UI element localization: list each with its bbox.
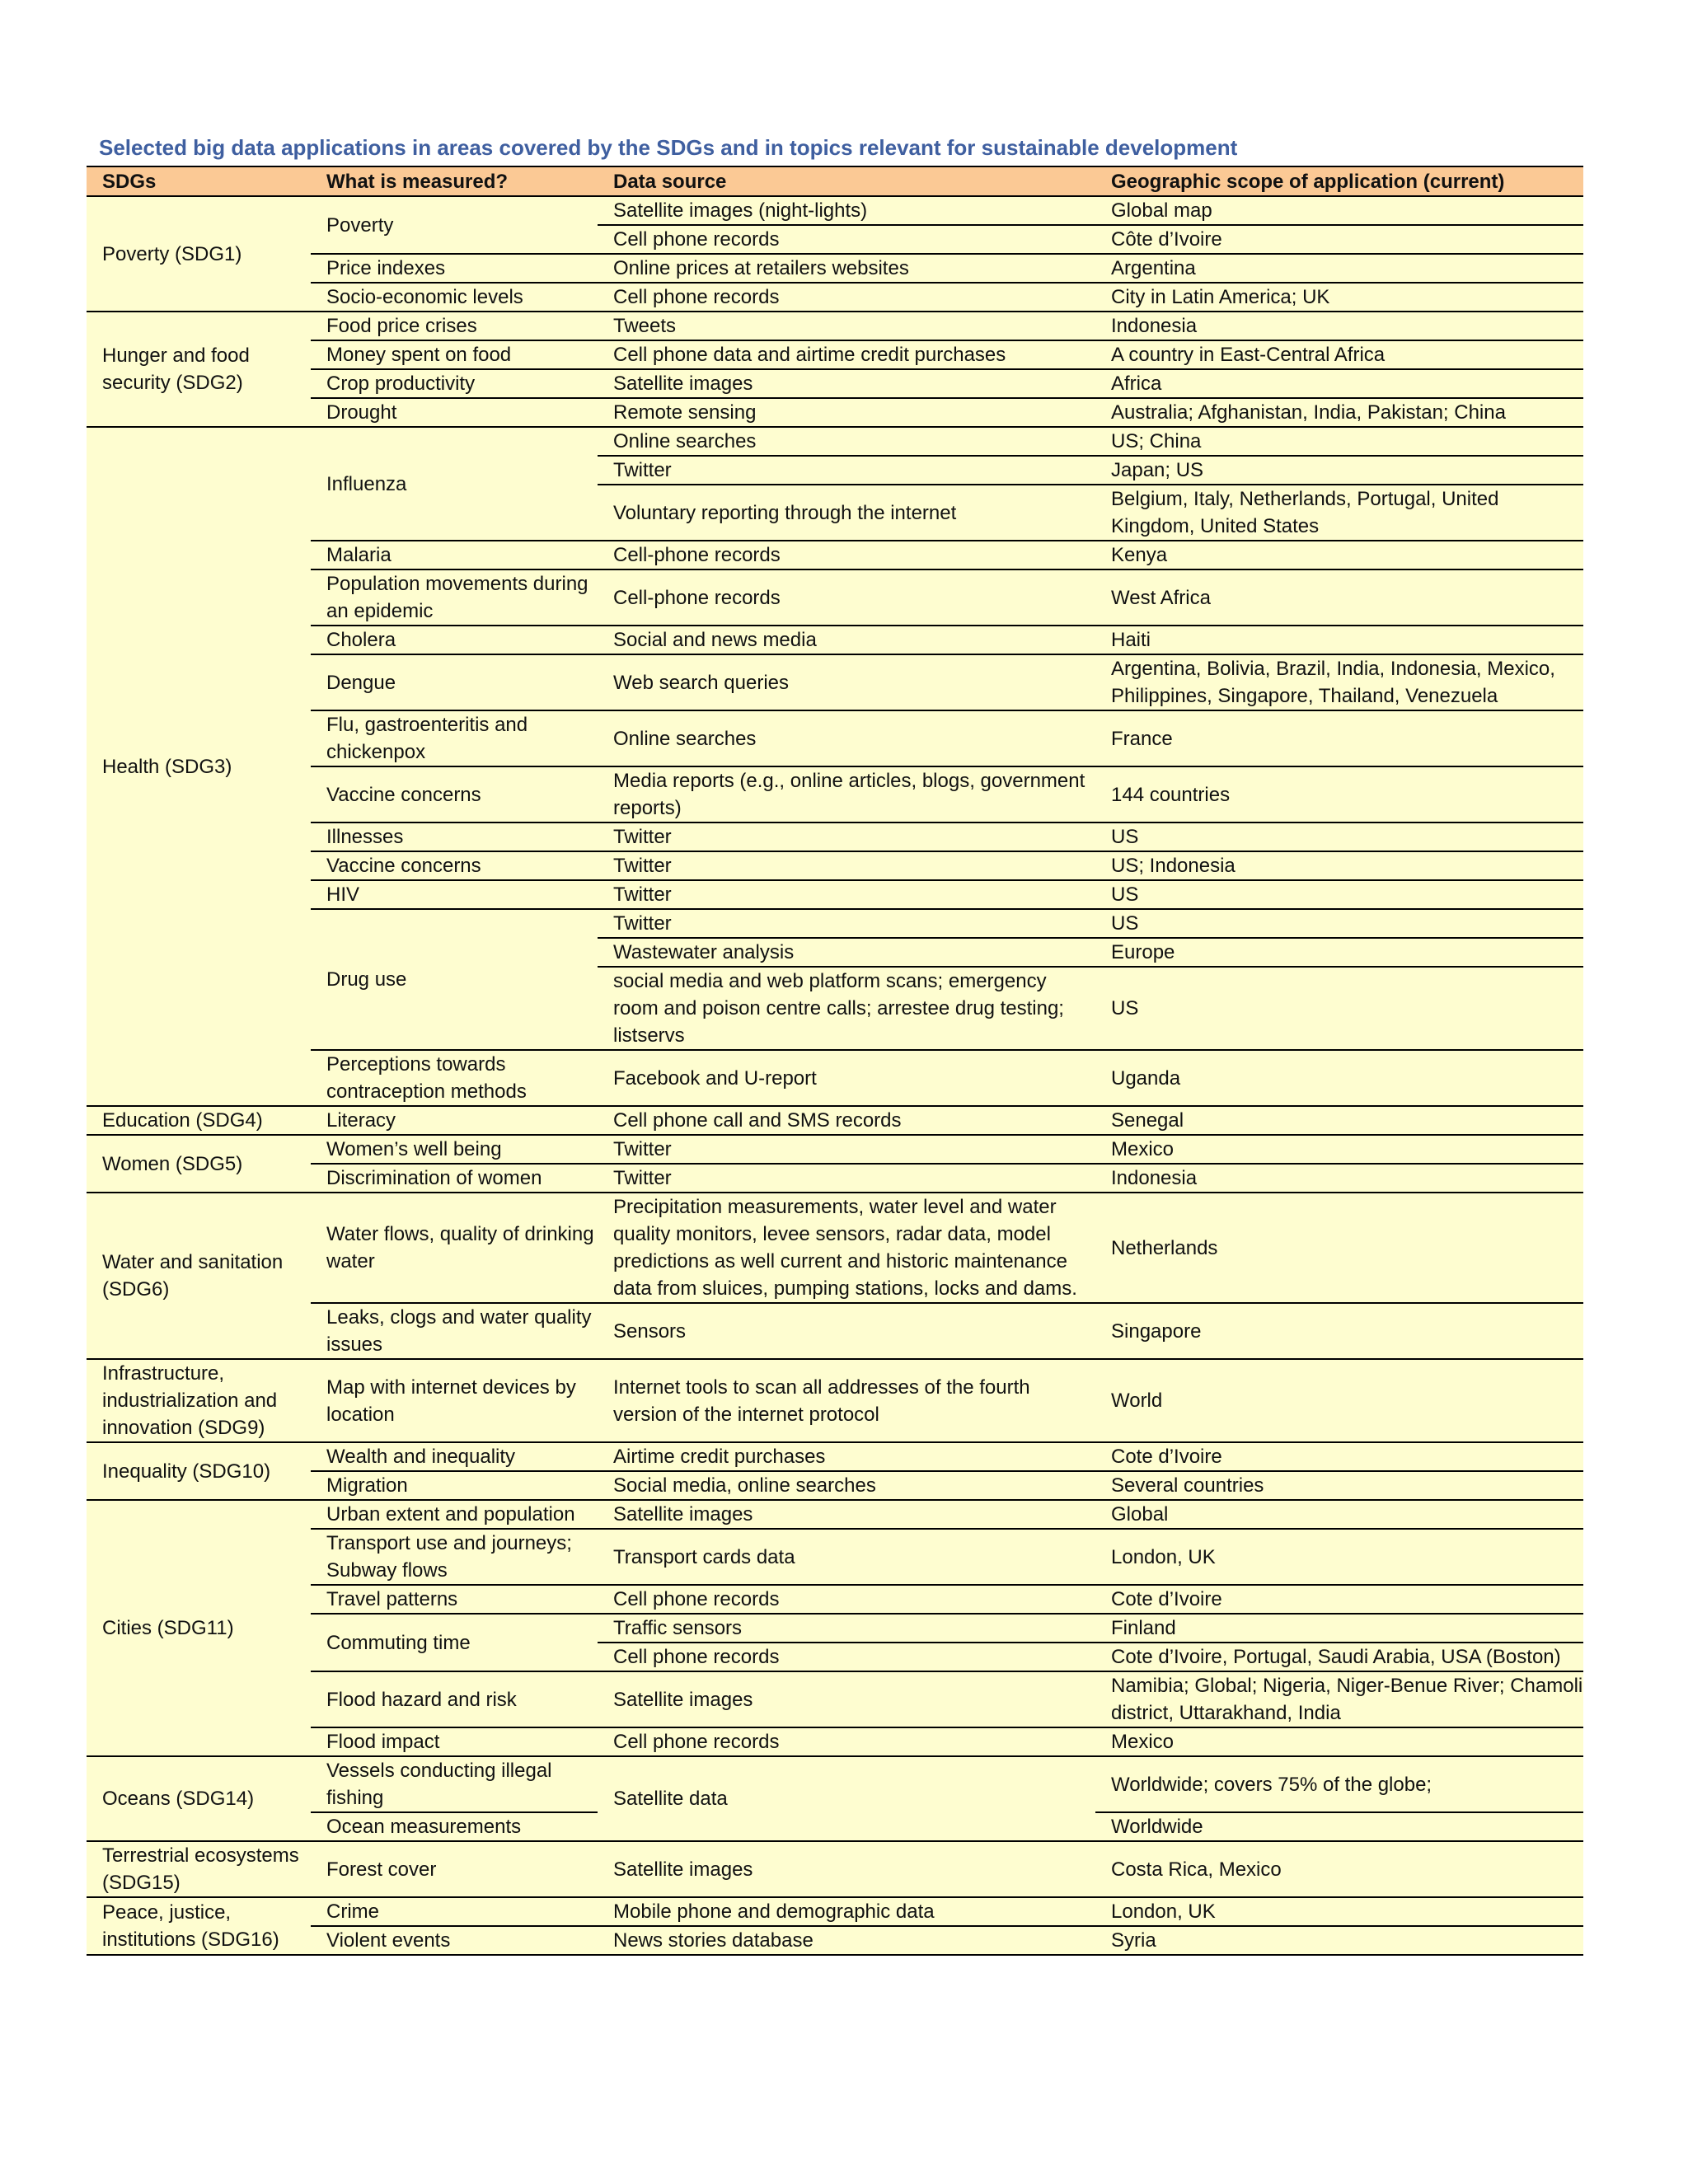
sdg-cell: Terrestrial ecosystems (SDG15) (87, 1841, 311, 1897)
measure-cell: HIV (311, 880, 598, 909)
sdg-cell: Hunger and food security (SDG2) (87, 312, 311, 427)
measure-cell: Dengue (311, 654, 598, 710)
scope-cell: US; Indonesia (1095, 851, 1583, 880)
table-row (87, 398, 1583, 427)
source-cell: Social media, online searches (598, 1471, 1095, 1500)
table-row (87, 909, 1583, 938)
scope-cell: Argentina, Bolivia, Brazil, India, Indonesia, Mexico, Philippines, Singapore, Thailand, Venezuela (1095, 654, 1583, 710)
source-cell: Media reports (e.g., online articles, blogs, government reports) (598, 766, 1095, 823)
source-cell: social media and web platform scans; emergency room and poison centre calls; arrestee drug testing; listservs (598, 967, 1095, 1050)
measure-cell: Vessels conducting illegal fishing (311, 1756, 598, 1812)
measure-cell: Perceptions towards contraception methods (311, 1050, 598, 1106)
table-row (87, 369, 1583, 398)
sdg-cell: Peace, justice, institutions (SDG16) (87, 1897, 311, 1955)
measure-cell: Vaccine concerns (311, 766, 598, 823)
source-cell: Voluntary reporting through the internet (598, 485, 1095, 541)
source-cell: Cell phone records (598, 225, 1095, 254)
table-row (87, 569, 1583, 626)
header-geographic-scope: Geographic scope of application (current) (1095, 166, 1583, 196)
table-row (87, 254, 1583, 283)
scope-cell: Cote d’Ivoire (1095, 1442, 1583, 1471)
source-cell: Web search queries (598, 654, 1095, 710)
scope-cell: Costa Rica, Mexico (1095, 1841, 1583, 1897)
source-cell: Online searches (598, 427, 1095, 456)
source-cell: Satellite images (598, 369, 1095, 398)
scope-cell: Haiti (1095, 626, 1583, 654)
table-row (87, 1135, 1583, 1164)
scope-cell: Mexico (1095, 1727, 1583, 1756)
scope-cell: Namibia; Global; Nigeria, Niger-Benue River; Chamoli district, Uttarakhand, India (1095, 1671, 1583, 1727)
source-cell: Internet tools to scan all addresses of the fourth version of the internet protocol (598, 1359, 1095, 1442)
scope-cell: Several countries (1095, 1471, 1583, 1500)
measure-cell: Population movements during an epidemic (311, 569, 598, 626)
table-row (87, 766, 1583, 823)
scope-cell: Global (1095, 1500, 1583, 1529)
header-what-is-measured: What is measured? (311, 166, 598, 196)
scope-cell: US (1095, 909, 1583, 938)
scope-cell: Netherlands (1095, 1193, 1583, 1303)
scope-cell: A country in East-Central Africa (1095, 340, 1583, 369)
source-cell: Traffic sensors (598, 1614, 1095, 1643)
source-cell: Satellite images (598, 1841, 1095, 1897)
scope-cell: Côte d’Ivoire (1095, 225, 1583, 254)
source-cell: Twitter (598, 1135, 1095, 1164)
measure-cell: Money spent on food (311, 340, 598, 369)
measure-cell: Crime (311, 1897, 598, 1926)
table-row (87, 654, 1583, 710)
measure-cell: Women’s well being (311, 1135, 598, 1164)
scope-cell: Cote d’Ivoire (1095, 1585, 1583, 1614)
sdg-cell: Cities (SDG11) (87, 1500, 311, 1756)
scope-cell: World (1095, 1359, 1583, 1442)
source-cell: Facebook and U-report (598, 1050, 1095, 1106)
table-body (87, 196, 1583, 1955)
scope-cell: US (1095, 967, 1583, 1050)
measure-cell: Malaria (311, 541, 598, 569)
scope-cell: US; China (1095, 427, 1583, 456)
scope-cell: Indonesia (1095, 312, 1583, 340)
measure-cell: Ocean measurements (311, 1812, 598, 1841)
scope-cell: Syria (1095, 1926, 1583, 1955)
source-cell: Twitter (598, 1164, 1095, 1193)
scope-cell: London, UK (1095, 1897, 1583, 1926)
measure-cell: Literacy (311, 1106, 598, 1135)
measure-cell: Influenza (311, 427, 598, 541)
scope-cell: Japan; US (1095, 456, 1583, 485)
scope-cell: Mexico (1095, 1135, 1583, 1164)
source-cell: Cell-phone records (598, 541, 1095, 569)
table-row (87, 823, 1583, 851)
table-row (87, 1897, 1583, 1926)
measure-cell: Forest cover (311, 1841, 598, 1897)
source-cell: Cell phone records (598, 1727, 1095, 1756)
header-row (87, 166, 1583, 196)
source-cell: Cell-phone records (598, 569, 1095, 626)
scope-cell: Worldwide; covers 75% of the globe; (1095, 1756, 1583, 1812)
measure-cell: Wealth and inequality (311, 1442, 598, 1471)
source-cell: Cell phone records (598, 1643, 1095, 1671)
scope-cell: West Africa (1095, 569, 1583, 626)
source-cell: Airtime credit purchases (598, 1442, 1095, 1471)
table-row (87, 1193, 1583, 1303)
table-row (87, 427, 1583, 456)
table-row (87, 1756, 1583, 1812)
measure-cell: Drought (311, 398, 598, 427)
measure-cell: Socio-economic levels (311, 283, 598, 312)
source-cell: Precipitation measurements, water level and water quality monitors, levee sensors, radar data, model predictions as well current and historic maintenance data from sluices, pumping stations, locks and dams. (598, 1193, 1095, 1303)
scope-cell: Worldwide (1095, 1812, 1583, 1841)
scope-cell: Belgium, Italy, Netherlands, Portugal, United Kingdom, United States (1095, 485, 1583, 541)
measure-cell: Flu, gastroenteritis and chickenpox (311, 710, 598, 766)
sdg-cell: Oceans (SDG14) (87, 1756, 311, 1841)
table-row (87, 1926, 1583, 1955)
sdg-cell: Inequality (SDG10) (87, 1442, 311, 1500)
scope-cell: Australia; Afghanistan, India, Pakistan; China (1095, 398, 1583, 427)
sdg-cell: Infrastructure, industrialization and innovation (SDG9) (87, 1359, 311, 1442)
measure-cell: Poverty (311, 196, 598, 254)
table-row (87, 312, 1583, 340)
table-row (87, 880, 1583, 909)
source-cell: Satellite images (598, 1671, 1095, 1727)
table-row (87, 541, 1583, 569)
measure-cell: Food price crises (311, 312, 598, 340)
measure-cell: Drug use (311, 909, 598, 1050)
sdg-cell: Women (SDG5) (87, 1135, 311, 1193)
measure-cell: Commuting time (311, 1614, 598, 1671)
scope-cell: Argentina (1095, 254, 1583, 283)
scope-cell: Singapore (1095, 1303, 1583, 1359)
source-cell: Transport cards data (598, 1529, 1095, 1585)
table-header (87, 166, 1583, 196)
table-row (87, 340, 1583, 369)
measure-cell: Flood hazard and risk (311, 1671, 598, 1727)
table-row (87, 1050, 1583, 1106)
sdg-cell: Education (SDG4) (87, 1106, 311, 1135)
table-row (87, 1164, 1583, 1193)
source-cell: Online searches (598, 710, 1095, 766)
scope-cell: City in Latin America; UK (1095, 283, 1583, 312)
sdg-applications-table (87, 166, 1583, 1956)
measure-cell: Cholera (311, 626, 598, 654)
scope-cell: London, UK (1095, 1529, 1583, 1585)
measure-cell: Leaks, clogs and water quality issues (311, 1303, 598, 1359)
measure-cell: Migration (311, 1471, 598, 1500)
header-data-source: Data source (598, 166, 1095, 196)
source-cell: Sensors (598, 1303, 1095, 1359)
table-row (87, 1841, 1583, 1897)
scope-cell: Senegal (1095, 1106, 1583, 1135)
measure-cell: Crop productivity (311, 369, 598, 398)
table-row (87, 1529, 1583, 1585)
measure-cell: Urban extent and population (311, 1500, 598, 1529)
scope-cell: Indonesia (1095, 1164, 1583, 1193)
scope-cell: Global map (1095, 196, 1583, 225)
table-row (87, 1303, 1583, 1359)
table-row (87, 851, 1583, 880)
scope-cell: US (1095, 880, 1583, 909)
source-cell: Cell phone call and SMS records (598, 1106, 1095, 1135)
source-cell: Remote sensing (598, 398, 1095, 427)
table-row (87, 1614, 1583, 1643)
source-cell: Satellite data (598, 1756, 1095, 1841)
table-row (87, 1585, 1583, 1614)
measure-cell: Map with internet devices by location (311, 1359, 598, 1442)
source-cell: Social and news media (598, 626, 1095, 654)
source-cell: Twitter (598, 880, 1095, 909)
scope-cell: US (1095, 823, 1583, 851)
scope-cell: Africa (1095, 369, 1583, 398)
scope-cell: Uganda (1095, 1050, 1583, 1106)
table-row (87, 1500, 1583, 1529)
source-cell: Online prices at retailers websites (598, 254, 1095, 283)
source-cell: Satellite images (night-lights) (598, 196, 1095, 225)
header-sdgs: SDGs (87, 166, 311, 196)
table-row (87, 1471, 1583, 1500)
table-title: Selected big data applications in areas covered by the SDGs and in topics relevant for sustainable development (99, 135, 1238, 160)
source-cell: Twitter (598, 909, 1095, 938)
table-row (87, 1727, 1583, 1756)
measure-cell: Discrimination of women (311, 1164, 598, 1193)
table-row (87, 283, 1583, 312)
scope-cell: Kenya (1095, 541, 1583, 569)
source-cell: Twitter (598, 851, 1095, 880)
measure-cell: Price indexes (311, 254, 598, 283)
source-cell: Cell phone records (598, 1585, 1095, 1614)
measure-cell: Water flows, quality of drinking water (311, 1193, 598, 1303)
source-cell: Satellite images (598, 1500, 1095, 1529)
sdg-cell: Poverty (SDG1) (87, 196, 311, 312)
sdg-cell: Health (SDG3) (87, 427, 311, 1106)
table-row (87, 1442, 1583, 1471)
table-row (87, 710, 1583, 766)
table-row (87, 1671, 1583, 1727)
scope-cell: Finland (1095, 1614, 1583, 1643)
source-cell: Cell phone data and airtime credit purchases (598, 340, 1095, 369)
source-cell: Tweets (598, 312, 1095, 340)
measure-cell: Vaccine concerns (311, 851, 598, 880)
table-row (87, 626, 1583, 654)
scope-cell: France (1095, 710, 1583, 766)
measure-cell: Violent events (311, 1926, 598, 1955)
source-cell: Wastewater analysis (598, 938, 1095, 967)
scope-cell: Europe (1095, 938, 1583, 967)
source-cell: Twitter (598, 823, 1095, 851)
measure-cell: Flood impact (311, 1727, 598, 1756)
measure-cell: Travel patterns (311, 1585, 598, 1614)
table-row (87, 1106, 1583, 1135)
scope-cell: 144 countries (1095, 766, 1583, 823)
table-row (87, 1359, 1583, 1442)
source-cell: Twitter (598, 456, 1095, 485)
source-cell: News stories database (598, 1926, 1095, 1955)
measure-cell: Illnesses (311, 823, 598, 851)
measure-cell: Transport use and journeys; Subway flows (311, 1529, 598, 1585)
source-cell: Cell phone records (598, 283, 1095, 312)
table-row (87, 196, 1583, 225)
sdg-cell: Water and sanitation (SDG6) (87, 1193, 311, 1359)
scope-cell: Cote d’Ivoire, Portugal, Saudi Arabia, USA (Boston) (1095, 1643, 1583, 1671)
source-cell: Mobile phone and demographic data (598, 1897, 1095, 1926)
